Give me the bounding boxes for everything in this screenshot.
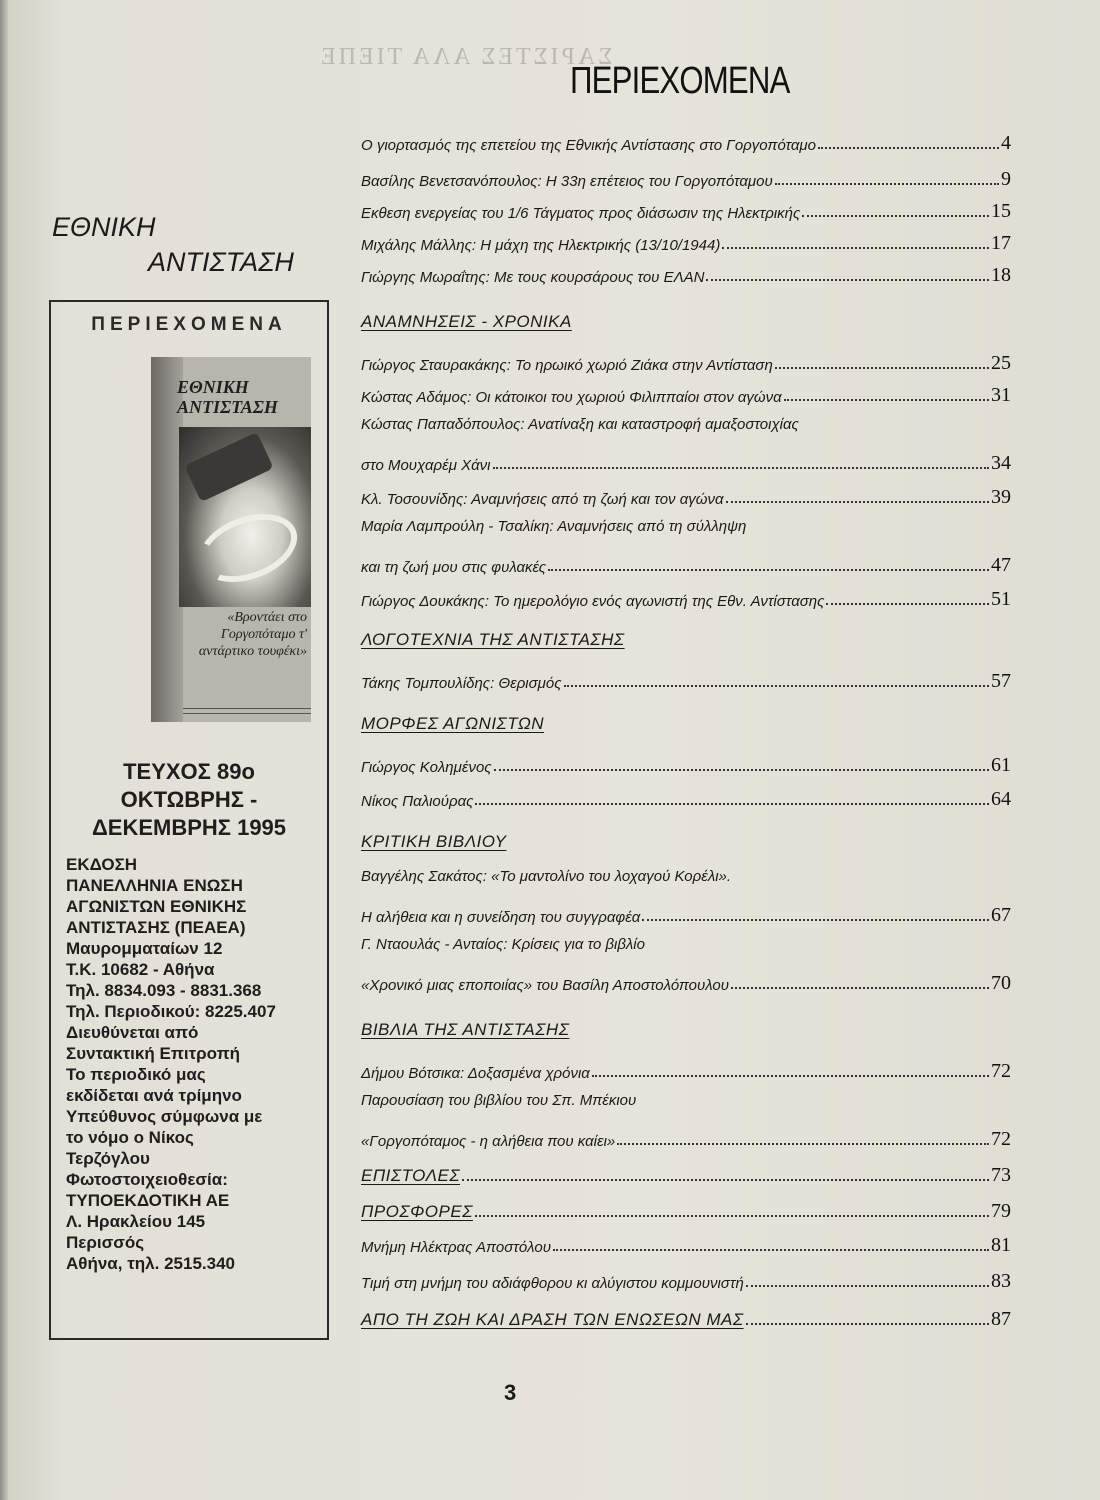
toc-entry: [361, 970, 1011, 994]
toc-section-entry: [361, 1162, 1011, 1186]
toc-entry-line: Βαγγέλης Σακάτος: «Το μαντολίνο του λοχαγού Κορέλι».: [361, 868, 732, 885]
cover-thumbnail: [151, 357, 311, 722]
toc-entry-title: «Γοργοπόταμος - η αλήθεια που καίει»: [361, 1133, 616, 1150]
sidebar-title: ΠΕΡΙΕΧΟΜΕΝΑ: [91, 314, 287, 335]
toc-entry-title: Εκθεση ενεργείας του 1/6 Τάγματος προς διάσωσιν της Ηλεκτρικής: [361, 205, 801, 222]
colophon-line: εκδίδεται ανά τρίμηνο: [66, 1086, 242, 1105]
toc-dot-leader: [493, 467, 990, 469]
sidebar-box: [49, 300, 329, 1340]
toc-dot-leader: [553, 1249, 989, 1251]
cover-illustration: [179, 427, 311, 607]
cover-illustration-dark-shape: [184, 432, 273, 502]
issue-info: [51, 758, 327, 842]
toc-entry-title: και τη ζωή μου στις φυλακές: [361, 559, 547, 576]
brand-line-2: ΑΝΤΙΣΤΑΣΗ: [148, 247, 294, 277]
toc-entry: [361, 1232, 1011, 1256]
cover-title: ΕΘΝΙΚΗ ΑΝΤΙΣΤΑΣΗ: [177, 377, 278, 417]
toc-dot-leader: [706, 279, 989, 281]
toc-dot-leader: [564, 685, 989, 687]
toc-page-number: 83: [991, 1270, 1011, 1292]
cover-footer-rule: [183, 708, 311, 714]
toc-entry-title: Γιώργος Σταυρακάκης: Το ηρωικό χωριό Ζιάκα στην Αντίσταση: [361, 357, 773, 374]
colophon-line: Περισσός: [66, 1233, 145, 1252]
toc-entry-line: Μαρία Λαμπρούλη - Τσαλίκη: Αναμνήσεις από τη σύλληψη: [361, 518, 747, 535]
toc-dot-leader: [592, 1075, 989, 1077]
toc-entry-title: Γιώργης Μωραΐτης: Με τους κουρσάρους του ΕΛΑΝ: [361, 269, 705, 286]
toc-page-number: 51: [991, 588, 1011, 610]
issue-line: ΔΕΚΕΜΒΡΗΣ 1995: [91, 815, 287, 840]
colophon-line: Τερζόγλου: [66, 1149, 150, 1168]
toc-entry-title: Βασίλης Βενετσανόπουλος: Η 33η επέτειος του Γοργοπόταμου: [361, 173, 773, 190]
cover-illustration-swirl: [189, 501, 306, 594]
toc-page-number: 72: [991, 1060, 1011, 1082]
toc-section-title: ΕΠΙΣΤΟΛΕΣ: [361, 1166, 461, 1185]
toc-page-number: 64: [991, 788, 1011, 810]
toc-dot-leader: [775, 183, 999, 185]
page-number: 3: [504, 1380, 517, 1405]
toc-entry: [361, 902, 1011, 926]
toc-page-number: 47: [991, 554, 1011, 576]
toc-entry: [361, 230, 1011, 254]
toc-dot-leader: [494, 769, 989, 771]
toc-entry: [361, 166, 1011, 190]
toc-page-number: 9: [1001, 168, 1011, 190]
toc-entry: [361, 752, 1011, 776]
toc-section-entry: [361, 1198, 1011, 1222]
colophon-line: Τηλ. 8834.093 - 8831.368: [66, 981, 262, 1000]
toc-dot-leader: [775, 367, 989, 369]
colophon-line: Φωτοστοιχειοθεσία:: [66, 1170, 228, 1189]
toc-page-number: 87: [991, 1308, 1011, 1330]
toc-dot-leader: [548, 569, 989, 571]
toc-entry-title: «Χρονικό μιας εποποιίας» του Βασίλη Αποστολόπουλου: [361, 977, 730, 994]
colophon-line: ΕΚΔΟΣΗ: [66, 855, 138, 874]
toc-entry-title: Η αλήθεια και η συνείδηση του συγγραφέα: [361, 909, 641, 926]
toc-dot-leader: [726, 501, 989, 503]
toc-dot-leader: [802, 215, 989, 217]
colophon-line: Αθήνα, τηλ. 2515.340: [66, 1254, 235, 1273]
colophon-line: Τηλ. Περιοδικού: 8225.407: [66, 1002, 276, 1021]
colophon-line: το νόμο ο Νίκος: [66, 1128, 194, 1147]
toc-entry: [361, 586, 1011, 610]
colophon-line: Το περιοδικό μας: [66, 1065, 206, 1084]
toc-entry-title: Κώστας Αδάμος: Οι κάτοικοι του χωριού Φιλιππαίοι στον αγώνα: [361, 389, 782, 406]
toc-entry: [361, 262, 1011, 286]
toc-section-heading: ΒΙΒΛΙΑ ΤΗΣ ΑΝΤΙΣΤΑΣΗΣ: [361, 1020, 570, 1039]
toc-dot-leader: [462, 1179, 989, 1181]
toc-dot-leader: [731, 987, 989, 989]
toc-entry-title: Γιώργος Δουκάκης: Το ημερολόγιο ενός αγωνιστή της Εθν. Αντίστασης: [361, 593, 825, 610]
toc-page-number: 15: [991, 200, 1011, 222]
toc-page-number: 73: [991, 1164, 1011, 1186]
toc-entry: [361, 450, 1011, 474]
toc-dot-leader: [617, 1143, 989, 1145]
colophon-line: Τ.Κ. 10682 - Αθήνα: [66, 960, 215, 979]
toc-entry-title: Μιχάλης Μάλλης: Η μάχη της Ηλεκτρικής (13/10/1944): [361, 237, 721, 254]
toc-entry: [361, 484, 1011, 508]
toc-entry: [361, 198, 1011, 222]
toc-dot-leader: [784, 399, 989, 401]
toc-entry: [361, 552, 1011, 576]
toc-entry-title: Ο γιορτασμός της επετείου της Εθνικής Αντίστασης στο Γοργοπόταμο: [361, 137, 816, 154]
toc-page-number: 61: [991, 754, 1011, 776]
colophon-line: ΠΑΝΕΛΛΗΝΙΑ ΕΝΩΣΗ: [66, 876, 243, 895]
brand-line-1: ΕΘΝΙΚΗ: [52, 212, 156, 242]
toc-entry-title: Τιμή στη μνήμη του αδιάφθορου κι αλύγιστου κομμουνιστή: [361, 1275, 744, 1292]
toc-dot-leader: [475, 1215, 989, 1217]
colophon-line: Συντακτική Επιτροπή: [66, 1044, 240, 1063]
colophon-line: Λ. Ηρακλείου 145: [66, 1212, 206, 1231]
toc-entry-line: Παρουσίαση του βιβλίου του Σπ. Μπέκιου: [361, 1092, 637, 1109]
toc-dot-leader: [642, 919, 989, 921]
toc-page-number: 4: [1001, 132, 1011, 154]
toc-entry-title: Τάκης Τομπουλίδης: Θερισμός: [361, 675, 562, 692]
toc-entry-title: Νίκος Παλιούρας: [361, 793, 474, 810]
toc-entry-title: Γιώργος Κολημένος: [361, 759, 492, 776]
toc-entry: [361, 1268, 1011, 1292]
toc-entry-title: Μνήμη Ηλέκτρας Αποστόλου: [361, 1239, 551, 1256]
toc-dot-leader: [826, 603, 989, 605]
toc-entry-title: στο Μουχαρέμ Χάνι: [361, 457, 491, 474]
toc-dot-leader: [722, 247, 989, 249]
toc-entry: [361, 382, 1011, 406]
toc-section-title: ΑΠΟ ΤΗ ΖΩΗ ΚΑΙ ΔΡΑΣΗ ΤΩΝ ΕΝΩΣΕΩΝ ΜΑΣ: [361, 1310, 744, 1329]
toc-section-heading: ΜΟΡΦΕΣ ΑΓΩΝΙΣΤΩΝ: [361, 714, 545, 733]
show-through-text: ΣΑΡΙΣΤΕΣ ΑΛΑ ΤΙΕΠΕ: [318, 44, 613, 70]
toc-page-number: 81: [991, 1234, 1011, 1256]
cover-quote: «Βροντάει στο Γοργοπόταμο τ' αντάρτικο τουφέκι»: [198, 610, 307, 659]
toc-page-number: 18: [991, 264, 1011, 286]
toc-entry: [361, 1058, 1011, 1082]
binding-shadow: [0, 0, 8, 1500]
colophon-line: Διευθύνεται από: [66, 1023, 199, 1042]
toc-page-number: 17: [991, 232, 1011, 254]
issue-line: ΟΚΤΩΒΡΗΣ -: [120, 787, 258, 812]
toc-page-number: 39: [991, 486, 1011, 508]
toc-entry: [361, 668, 1011, 692]
colophon: [66, 854, 326, 1274]
colophon-line: ΑΝΤΙΣΤΑΣΗΣ (ΠΕΑΕΑ): [66, 918, 246, 937]
toc-page-number: 25: [991, 352, 1011, 374]
toc-page-number: 72: [991, 1128, 1011, 1150]
magazine-brand: [52, 212, 342, 278]
toc-page-number: 31: [991, 384, 1011, 406]
toc-page-number: 34: [991, 452, 1011, 474]
toc-entry-line: Γ. Νταουλάς - Ανταίος: Κρίσεις για το βιβλίο: [361, 936, 645, 953]
colophon-line: Μαυρομματαίων 12: [66, 939, 223, 958]
issue-line: ΤΕΥΧΟΣ 89ο: [123, 759, 255, 784]
toc-section-heading: ΑΝΑΜΝΗΣΕΙΣ - ΧΡΟΝΙΚΑ: [361, 312, 572, 331]
toc-dot-leader: [475, 803, 989, 805]
toc-dot-leader: [746, 1323, 989, 1325]
toc-entry: [361, 350, 1011, 374]
toc-entry-line: Κώστας Παπαδόπουλος: Ανατίναξη και καταστροφή αμαξοστοιχίας: [361, 416, 799, 433]
page-title: ΠΕΡΙΕΧΟΜΕΝΑ: [570, 60, 790, 102]
toc-entry: [361, 786, 1011, 810]
toc-page-number: 79: [991, 1200, 1011, 1222]
toc-entry: [361, 130, 1011, 154]
toc-section-heading: ΚΡΙΤΙΚΗ ΒΙΒΛΙΟΥ: [361, 832, 507, 851]
toc-entry-title: Δήμου Βότσικα: Δοξασμένα χρόνια: [361, 1065, 590, 1082]
toc-page-number: 67: [991, 904, 1011, 926]
colophon-line: ΤΥΠΟΕΚΔΟΤΙΚΗ ΑΕ: [66, 1191, 230, 1210]
toc-entry-title: Κλ. Τοσουνίδης: Αναμνήσεις από τη ζωή και τον αγώνα: [361, 491, 724, 508]
toc-section-entry: [361, 1306, 1011, 1330]
colophon-line: ΑΓΩΝΙΣΤΩΝ ΕΘΝΙΚΗΣ: [66, 897, 247, 916]
toc-dot-leader: [746, 1285, 989, 1287]
toc-page-number: 70: [991, 972, 1011, 994]
toc-section-title: ΠΡΟΣΦΟΡΕΣ: [361, 1202, 473, 1221]
toc-section-heading: ΛΟΓΟΤΕΧΝΙΑ ΤΗΣ ΑΝΤΙΣΤΑΣΗΣ: [361, 630, 625, 649]
toc-dot-leader: [818, 147, 999, 149]
toc-entry: [361, 1126, 1011, 1150]
colophon-line: Υπεύθυνος σύμφωνα με: [66, 1107, 263, 1126]
toc-page-number: 57: [991, 670, 1011, 692]
